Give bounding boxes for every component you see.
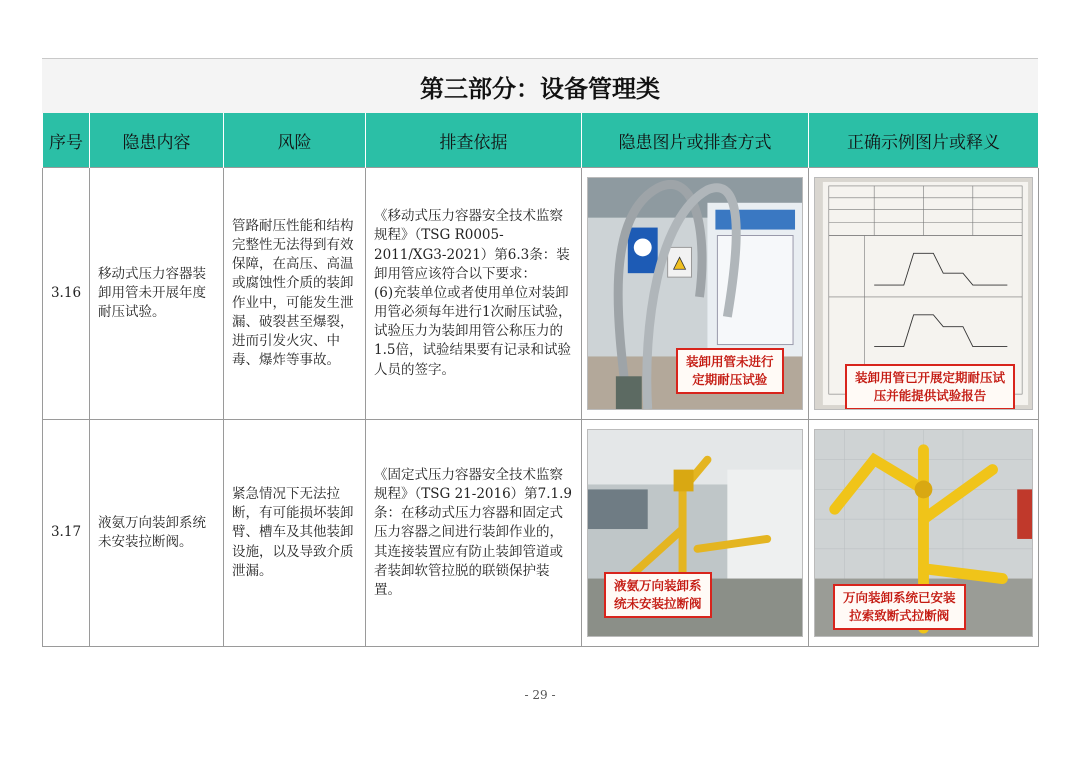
page-number: - 29 - bbox=[524, 688, 556, 702]
header-risk: 风险 bbox=[224, 113, 366, 168]
row-risk: 紧急情况下无法拉断，有可能损坏装卸臂、槽车及其他装卸设施，以及导致介质泄漏。 bbox=[224, 420, 366, 647]
correct-photo-breakaway-valve bbox=[814, 429, 1033, 637]
header-hazard: 隐患内容 bbox=[90, 113, 224, 168]
hazard-photo-loading-arm bbox=[587, 429, 803, 637]
row-seq: 3.16 bbox=[43, 168, 90, 420]
row-basis: 《固定式压力容器安全技术监察规程》（TSG 21-2016）第7.1.9条：在移动式压力容器和固定式压力容器之间进行装卸作业的，其连接装置应有防止装卸管道或者装卸软管拉脱的联锁保护装置。 bbox=[366, 420, 582, 647]
hazard-callout: 液氨万向装卸系 统未安装拉断阀 bbox=[604, 572, 712, 618]
row-basis: 《移动式压力容器安全技术监察规程》（TSG R0005-2011/XG3-2021）第6.3条：装卸用管应该符合以下要求： (6)充装单位或者使用单位对装卸用管必须每年进行1次耐压试验，试验压力为装卸用管公称压力的1.5倍，试验结果要有记录和试验人员的签字。 bbox=[366, 168, 582, 420]
table-header-row bbox=[43, 113, 1039, 168]
correct-callout: 万向装卸系统已安装 拉索致断式拉断阀 bbox=[833, 584, 966, 630]
hazard-image-cell bbox=[582, 420, 809, 647]
row-hazard: 液氨万向装卸系统未安装拉断阀。 bbox=[90, 420, 224, 647]
section-title: 第三部分：设备管理类 bbox=[42, 59, 1038, 113]
hazard-table bbox=[42, 113, 1039, 647]
correct-photo-report bbox=[814, 177, 1033, 410]
correct-image-cell bbox=[809, 420, 1039, 647]
table-row bbox=[43, 168, 1039, 420]
row-risk: 管路耐压性能和结构完整性无法得到有效保障，在高压、高温或腐蚀性介质的装卸作业中，可能发生泄漏、破裂甚至爆裂，进而引发火灾、中毒、爆炸等事故。 bbox=[224, 168, 366, 420]
correct-image-cell bbox=[809, 168, 1039, 420]
row-seq: 3.17 bbox=[43, 420, 90, 647]
row-hazard: 移动式压力容器装卸用管未开展年度耐压试验。 bbox=[90, 168, 224, 420]
header-basis: 排查依据 bbox=[366, 113, 582, 168]
hazard-image-cell bbox=[582, 168, 809, 420]
table-row bbox=[43, 420, 1039, 647]
hazard-callout: 装卸用管未进行 定期耐压试验 bbox=[676, 348, 784, 394]
header-seq: 序号 bbox=[43, 113, 90, 168]
correct-callout: 装卸用管已开展定期耐压试 压并能提供试验报告 bbox=[845, 364, 1015, 410]
hazard-photo-hoses bbox=[587, 177, 803, 410]
header-correct-image: 正确示例图片或释义 bbox=[809, 113, 1039, 168]
header-hazard-image: 隐患图片或排查方式 bbox=[582, 113, 809, 168]
